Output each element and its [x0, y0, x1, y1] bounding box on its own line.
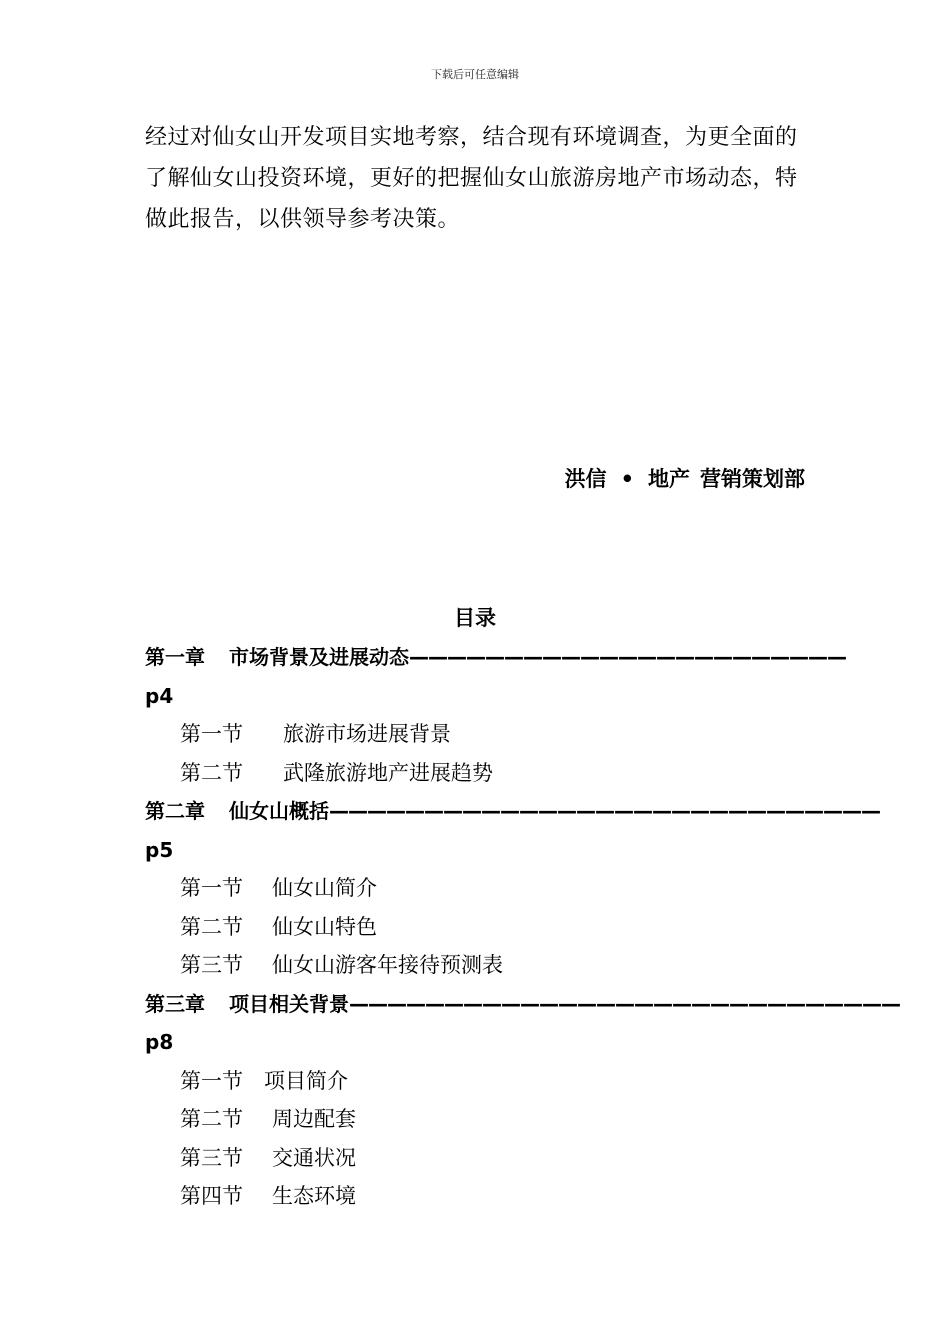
toc-chapter-1-page: p4	[145, 683, 174, 708]
chapter-number: 第三章	[145, 991, 205, 1016]
section-title: 武隆旅游地产进展趋势	[283, 760, 493, 785]
section-number: 第二节	[180, 914, 243, 939]
table-of-contents	[145, 638, 900, 1216]
toc-section	[145, 946, 805, 985]
section-number: 第二节	[180, 1107, 243, 1131]
toc-chapter-3	[145, 985, 900, 1024]
signature-department: 营销策划部	[700, 467, 805, 491]
toc-section	[145, 1139, 805, 1178]
section-number: 第一节	[180, 1068, 243, 1093]
signature-company: 洪信	[564, 467, 607, 491]
section-title: 生态环境	[272, 1184, 356, 1208]
chapter-leader: —————————————————————————————	[329, 799, 880, 823]
chapter-leader: ———————————————————————	[409, 645, 846, 669]
toc-chapter-1	[145, 638, 846, 677]
chapter-title: 仙女山概括	[229, 799, 329, 823]
intro-paragraph: 经过对仙女山开发项目实地考察，结合现有环境调查，为更全面的了解仙女山投资环境，更好的把握仙女山旅游房地产市场动态，特做此报告，以供领导参考决策。	[145, 125, 798, 232]
chapter-title: 项目相关背景	[229, 991, 349, 1016]
section-title: 周边配套	[272, 1107, 356, 1131]
toc-section	[145, 715, 805, 754]
page-header-note: 下载后可任意编辑	[431, 68, 519, 81]
section-title: 仙女山游客年接待预测表	[272, 953, 503, 977]
toc-section	[145, 754, 805, 793]
section-number: 第三节	[180, 1145, 243, 1170]
toc-chapter-3-page: p8	[145, 1030, 174, 1054]
toc-section	[145, 908, 805, 947]
section-number: 第二节	[180, 760, 243, 785]
toc-chapter-2-page: p5	[145, 837, 174, 862]
toc-section	[145, 869, 805, 908]
section-title: 仙女山特色	[272, 914, 377, 939]
toc-chapter-2	[145, 792, 880, 831]
signature-block	[145, 463, 805, 493]
chapter-number: 第一章	[145, 645, 205, 669]
toc-title: 目录	[454, 606, 496, 630]
section-number: 第三节	[180, 953, 243, 977]
section-title: 交通状况	[272, 1145, 356, 1170]
section-number: 第四节	[180, 1184, 243, 1208]
section-title: 旅游市场进展背景	[283, 722, 451, 746]
toc-section	[145, 1177, 805, 1216]
toc-section	[145, 1100, 805, 1139]
signature-division: 地产	[648, 467, 690, 491]
chapter-number: 第二章	[145, 799, 205, 823]
chapter-title: 市场背景及进展动态	[229, 645, 409, 669]
chapter-leader: —————————————————————————————	[349, 991, 900, 1016]
section-title: 项目简介	[264, 1068, 348, 1093]
section-number: 第一节	[180, 722, 243, 746]
section-number: 第一节	[180, 876, 243, 900]
section-title: 仙女山简介	[272, 876, 377, 900]
signature-separator: •	[620, 467, 634, 491]
toc-section	[145, 1062, 805, 1101]
